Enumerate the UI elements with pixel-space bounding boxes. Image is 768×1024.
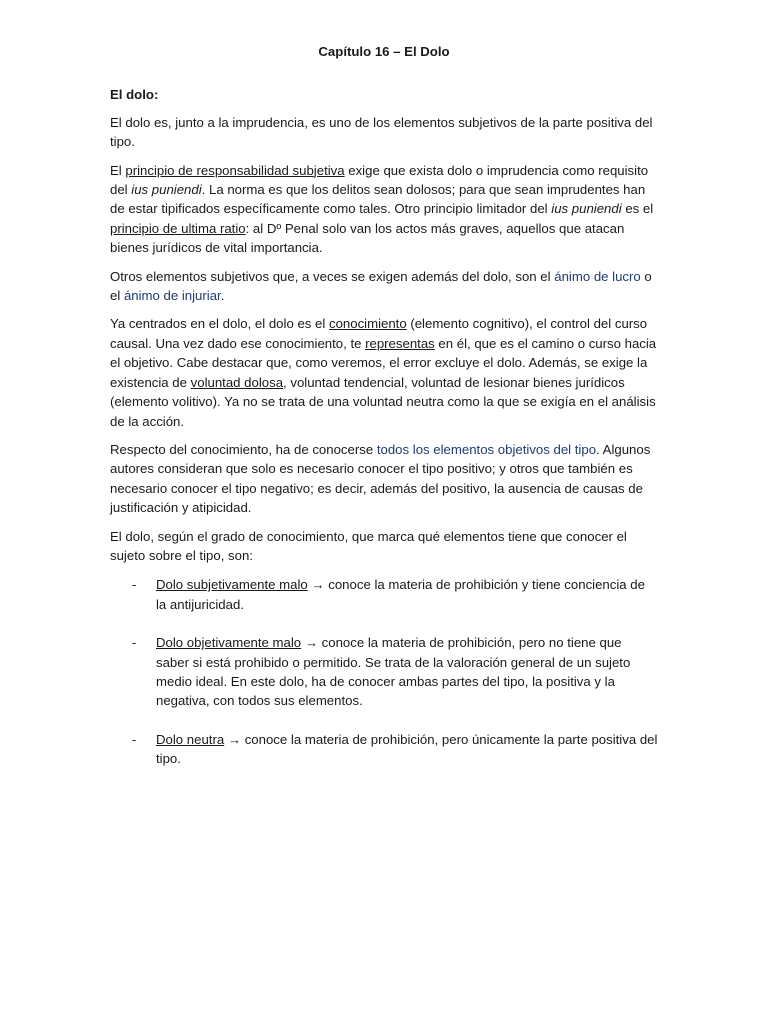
text-run: (elemento cognitivo), el control del curso causal. Una vez dado ese conocimiento, te <box>110 316 648 351</box>
list-text: conoce la materia de prohibición y tiene conciencia de la antijuricidad. <box>156 577 645 612</box>
italic-term: ius puniendi <box>551 201 622 217</box>
text-run: Ya centrados en el dolo, el dolo es el <box>110 316 329 332</box>
arrow-right-icon: → <box>304 635 318 651</box>
text-run: es el <box>621 201 654 217</box>
arrow-right-icon: → <box>227 731 242 747</box>
arrow-right-icon: → <box>311 577 325 593</box>
paragraph-3 <box>110 267 658 306</box>
paragraph-1: El dolo es, junto a la imprudencia, es uno de los elementos subjetivos de la parte positiva del tipo. <box>110 114 653 150</box>
text-run: , voluntad tendencial, voluntad de lesionar bienes jurídicos (elemento volitivo). Ya no se trata de una voluntad neutra como la que se exigía en el análisis de la acción. <box>110 374 656 429</box>
section-heading: El dolo: <box>110 87 159 103</box>
underlined-term: representas <box>365 335 435 351</box>
paragraph-6: El dolo, según el grado de conocimiento, que marca qué elementos tiene que conocer el sujeto sobre el tipo, son: <box>110 528 627 563</box>
list-item <box>110 575 658 614</box>
underlined-term: conocimiento <box>328 316 407 332</box>
dash-bullet: - <box>132 635 137 651</box>
text-run: Otros elementos subjetivos que, a veces se exigen además del dolo, son el <box>110 268 555 284</box>
dolo-types-list <box>110 575 658 768</box>
text-run: exige que exista dolo o imprudencia como requisito del <box>110 162 649 198</box>
text-run: El <box>110 162 126 178</box>
italic-term: ius puniendi <box>131 182 202 198</box>
list-text: conoce la materia de prohibición, pero no tiene que saber si está prohibido o permitido. Se trata de la valoración general de un sujeto medio ideal. En este dolo, ha de conocer ambas partes del tipo, la positiva y la negativa, con todos sus elementos. <box>156 635 631 709</box>
highlighted-term: ánimo de injuriar <box>123 288 221 304</box>
paragraph-2 <box>110 161 658 258</box>
paragraph-4 <box>110 314 658 430</box>
highlighted-term: todos los elementos objetivos del tipo <box>376 441 597 457</box>
list-term: Dolo neutra <box>156 731 225 747</box>
highlighted-term: ánimo de lucro <box>554 268 641 284</box>
list-term: Dolo objetivamente malo <box>156 635 302 651</box>
text-run: o el <box>110 268 652 304</box>
list-item <box>110 633 658 711</box>
text-run: . <box>220 288 225 304</box>
paragraph-5 <box>110 440 658 518</box>
text-run: . La norma es que los delitos sean dolosos; para que sean imprudentes han de estar tipificados específicamente como tales. Otro principio limitador del <box>110 182 646 217</box>
underlined-term: principio de ultima ratio <box>110 220 246 236</box>
text-run: Respecto del conocimiento, ha de conocerse <box>110 441 377 457</box>
list-term: Dolo subjetivamente malo <box>156 577 308 593</box>
text-run: : al Dº Penal solo van los actos más graves, aquellos que atacan bienes jurídicos de vital importancia. <box>110 220 625 256</box>
text-run: . Algunos autores consideran que solo es necesario conocer el tipo positivo; y otros que también es necesario conocer el tipo negativo; es decir, además del positivo, la ausencia de causas de justificación y atipicidad. <box>110 441 651 516</box>
text-run: en él, que es el camino o curso hacia el objetivo. Cabe destacar que, como veremos, el error excluye el dolo. Además, se exige la existencia de <box>110 335 657 390</box>
dash-bullet: - <box>132 577 137 593</box>
chapter-title: Capítulo 16 – El Dolo <box>318 44 450 59</box>
underlined-term: principio de responsabilidad subjetiva <box>125 162 345 178</box>
list-item <box>110 730 658 769</box>
dash-bullet: - <box>132 731 137 747</box>
underlined-term: voluntad dolosa <box>190 374 284 390</box>
list-text: conoce la materia de prohibición, pero únicamente la parte positiva del tipo. <box>156 731 658 767</box>
